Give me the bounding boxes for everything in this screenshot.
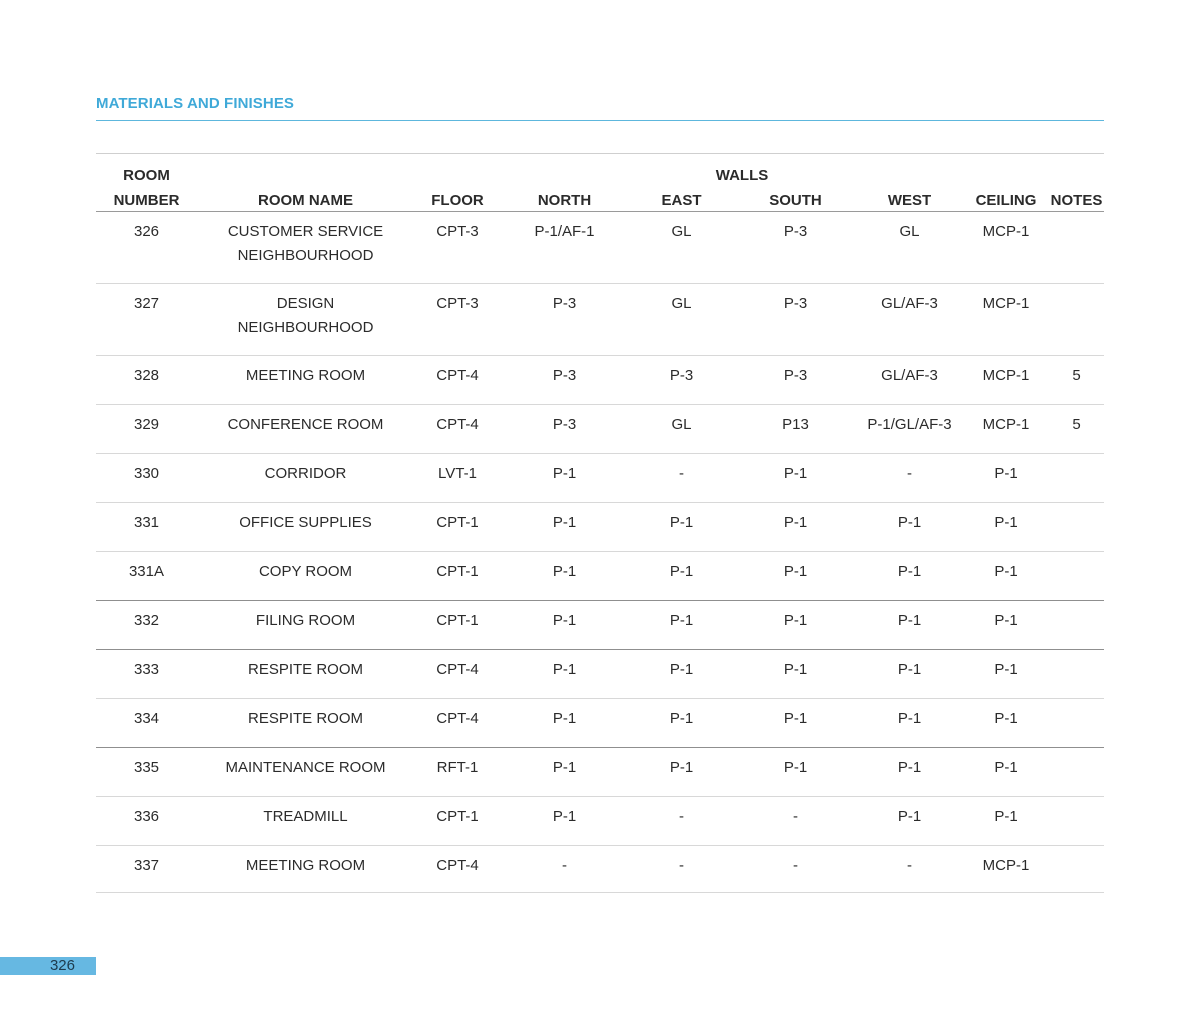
cell-room-name — [197, 405, 414, 454]
cell-west: GL — [856, 212, 963, 284]
cell-number: 331A — [96, 552, 197, 601]
cell-west: P-1 — [856, 552, 963, 601]
cell-west: GL/AF-3 — [856, 284, 963, 356]
cell-south: P-3 — [735, 212, 856, 284]
cell-notes: 5 — [1049, 405, 1104, 454]
room-name-line: MEETING ROOM — [245, 857, 366, 874]
cell-ceiling: P-1 — [963, 503, 1049, 552]
cell-ceiling: P-1 — [963, 552, 1049, 601]
title-rule — [96, 120, 1104, 121]
cell-room-name — [197, 601, 414, 650]
cell-ceiling: MCP-1 — [963, 212, 1049, 284]
cell-south: P-1 — [735, 552, 856, 601]
cell-west: P-1 — [856, 699, 963, 748]
cell-room-name — [197, 212, 414, 284]
cell-notes — [1049, 797, 1104, 846]
room-name-line: TREADMILL — [263, 808, 348, 825]
cell-east: GL — [628, 284, 735, 356]
cell-floor: CPT-3 — [414, 284, 501, 356]
cell-west: P-1 — [856, 650, 963, 699]
room-header: ROOM — [123, 167, 170, 184]
cell-ceiling: P-1 — [963, 797, 1049, 846]
cell-ceiling: MCP-1 — [963, 405, 1049, 454]
table-row — [96, 212, 1104, 284]
table-row — [96, 284, 1104, 356]
cell-notes — [1049, 212, 1104, 284]
materials-finishes-table — [96, 153, 1104, 893]
cell-floor: CPT-3 — [414, 212, 501, 284]
room-name-line: COPY ROOM — [258, 563, 353, 580]
cell-north: - — [501, 846, 628, 893]
cell-south: P-3 — [735, 356, 856, 405]
table-row — [96, 699, 1104, 748]
cell-notes — [1049, 699, 1104, 748]
cell-room-name — [197, 797, 414, 846]
cell-floor: CPT-1 — [414, 797, 501, 846]
cell-ceiling: P-1 — [963, 601, 1049, 650]
cell-number: 337 — [96, 846, 197, 893]
cell-ceiling: P-1 — [963, 699, 1049, 748]
cell-north: P-1 — [501, 699, 628, 748]
cell-north: P-1/AF-1 — [501, 212, 628, 284]
col-header-north: NORTH — [501, 185, 628, 212]
table-row — [96, 846, 1104, 893]
cell-floor: CPT-4 — [414, 405, 501, 454]
cell-west: - — [856, 846, 963, 893]
table-row — [96, 552, 1104, 601]
cell-south: P-1 — [735, 699, 856, 748]
cell-floor: CPT-1 — [414, 552, 501, 601]
cell-east: P-1 — [628, 699, 735, 748]
table-body — [96, 212, 1104, 893]
table-row — [96, 748, 1104, 797]
cell-notes — [1049, 454, 1104, 503]
cell-west: P-1 — [856, 601, 963, 650]
cell-east: P-1 — [628, 601, 735, 650]
cell-east: - — [628, 846, 735, 893]
cell-north: P-3 — [501, 356, 628, 405]
col-header-east: EAST — [628, 185, 735, 212]
cell-east: P-3 — [628, 356, 735, 405]
cell-notes — [1049, 748, 1104, 797]
header-row-columns — [96, 185, 1104, 212]
cell-notes — [1049, 601, 1104, 650]
cell-south: P-1 — [735, 503, 856, 552]
cell-north: P-1 — [501, 503, 628, 552]
cell-number: 330 — [96, 454, 197, 503]
room-name-line: CORRIDOR — [264, 465, 347, 482]
cell-ceiling: P-1 — [963, 454, 1049, 503]
room-name-line: CONFERENCE ROOM — [227, 416, 384, 433]
cell-ceiling: P-1 — [963, 748, 1049, 797]
table-row — [96, 601, 1104, 650]
cell-room-name — [197, 846, 414, 893]
cell-room-name — [197, 356, 414, 405]
room-name-line: DESIGN — [276, 295, 335, 312]
cell-east: P-1 — [628, 552, 735, 601]
cell-number: 332 — [96, 601, 197, 650]
cell-floor: CPT-1 — [414, 601, 501, 650]
cell-east: P-1 — [628, 503, 735, 552]
cell-west: P-1 — [856, 503, 963, 552]
cell-west: GL/AF-3 — [856, 356, 963, 405]
cell-notes — [1049, 650, 1104, 699]
cell-north: P-1 — [501, 650, 628, 699]
room-name-line: MAINTENANCE ROOM — [225, 759, 386, 776]
cell-number: 328 — [96, 356, 197, 405]
col-header-notes: NOTES — [1049, 185, 1104, 212]
cell-number: 326 — [96, 212, 197, 284]
cell-floor: CPT-4 — [414, 356, 501, 405]
cell-floor: CPT-1 — [414, 503, 501, 552]
cell-room-name — [197, 699, 414, 748]
room-name-line: RESPITE ROOM — [247, 710, 363, 727]
cell-south: P-1 — [735, 650, 856, 699]
cell-east: GL — [628, 212, 735, 284]
room-name-line: CUSTOMER SERVICE — [227, 223, 384, 240]
cell-south: P-1 — [735, 601, 856, 650]
cell-west: P-1 — [856, 797, 963, 846]
cell-number: 333 — [96, 650, 197, 699]
col-header-west: WEST — [856, 185, 963, 212]
cell-south: - — [735, 797, 856, 846]
page-number: 326 — [0, 957, 96, 975]
cell-room-name — [197, 284, 414, 356]
cell-south: P-1 — [735, 454, 856, 503]
cell-north: P-1 — [501, 552, 628, 601]
cell-number: 335 — [96, 748, 197, 797]
table-row — [96, 454, 1104, 503]
cell-west: P-1 — [856, 748, 963, 797]
table-row — [96, 503, 1104, 552]
col-header-floor: FLOOR — [414, 185, 501, 212]
cell-floor: CPT-4 — [414, 650, 501, 699]
cell-room-name — [197, 748, 414, 797]
cell-room-name — [197, 552, 414, 601]
section-title: MATERIALS AND FINISHES — [96, 95, 295, 112]
room-name-line: NEIGHBOURHOOD — [237, 247, 374, 264]
col-header-number: NUMBER — [96, 185, 197, 212]
cell-south: P-3 — [735, 284, 856, 356]
cell-ceiling: MCP-1 — [963, 284, 1049, 356]
cell-north: P-3 — [501, 405, 628, 454]
cell-north: P-1 — [501, 797, 628, 846]
cell-east: - — [628, 454, 735, 503]
cell-south: - — [735, 846, 856, 893]
cell-notes — [1049, 503, 1104, 552]
cell-notes — [1049, 846, 1104, 893]
cell-east: GL — [628, 405, 735, 454]
table-row — [96, 405, 1104, 454]
cell-south: P-1 — [735, 748, 856, 797]
cell-notes — [1049, 284, 1104, 356]
cell-west: - — [856, 454, 963, 503]
cell-ceiling: P-1 — [963, 650, 1049, 699]
room-name-line: OFFICE SUPPLIES — [239, 514, 372, 531]
cell-north: P-1 — [501, 601, 628, 650]
cell-floor: CPT-4 — [414, 846, 501, 893]
cell-north: P-1 — [501, 454, 628, 503]
cell-notes: 5 — [1049, 356, 1104, 405]
cell-east: - — [628, 797, 735, 846]
room-name-line: FILING ROOM — [255, 612, 356, 629]
cell-number: 334 — [96, 699, 197, 748]
table-row — [96, 797, 1104, 846]
walls-header: WALLS — [715, 167, 769, 184]
room-name-line: NEIGHBOURHOOD — [237, 319, 374, 336]
cell-number: 336 — [96, 797, 197, 846]
cell-number: 331 — [96, 503, 197, 552]
col-header-south: SOUTH — [735, 185, 856, 212]
cell-floor: CPT-4 — [414, 699, 501, 748]
cell-east: P-1 — [628, 748, 735, 797]
cell-ceiling: MCP-1 — [963, 846, 1049, 893]
cell-notes — [1049, 552, 1104, 601]
cell-room-name — [197, 503, 414, 552]
cell-room-name — [197, 650, 414, 699]
cell-floor: RFT-1 — [414, 748, 501, 797]
room-name-line: MEETING ROOM — [245, 367, 366, 384]
cell-north: P-1 — [501, 748, 628, 797]
cell-ceiling: MCP-1 — [963, 356, 1049, 405]
cell-number: 327 — [96, 284, 197, 356]
cell-east: P-1 — [628, 650, 735, 699]
room-name-line: RESPITE ROOM — [247, 661, 363, 678]
cell-number: 329 — [96, 405, 197, 454]
col-header-room-name: ROOM NAME — [197, 185, 414, 212]
table-row — [96, 356, 1104, 405]
table-row — [96, 650, 1104, 699]
col-header-ceiling: CEILING — [963, 185, 1049, 212]
cell-north: P-3 — [501, 284, 628, 356]
cell-floor: LVT-1 — [414, 454, 501, 503]
cell-room-name — [197, 454, 414, 503]
cell-west: P-1/GL/AF-3 — [856, 405, 963, 454]
header-row-top — [96, 154, 1104, 186]
cell-south: P13 — [735, 405, 856, 454]
